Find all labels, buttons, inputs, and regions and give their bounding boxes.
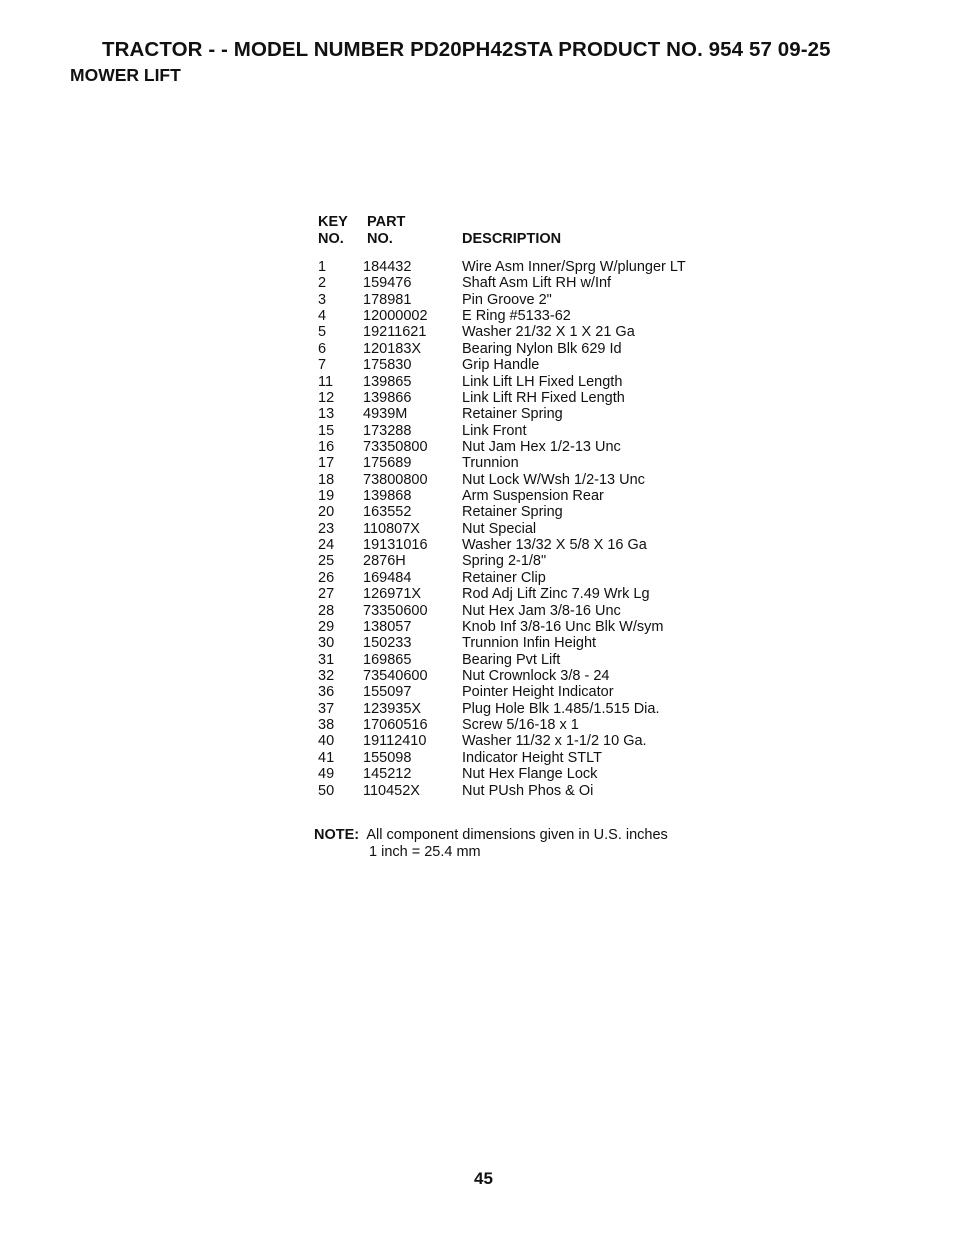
part-number: 123935X <box>363 700 422 717</box>
part-number: 145212 <box>363 766 412 783</box>
table-row <box>318 766 738 782</box>
part-description: Retainer Spring <box>462 406 563 423</box>
table-row <box>318 635 738 651</box>
part-number: 139868 <box>363 488 412 505</box>
key-number: 50 <box>318 782 335 799</box>
part-number: 17060516 <box>363 717 428 734</box>
part-description: Washer 11/32 x 1-1/2 10 Ga. <box>462 733 647 750</box>
key-number: 30 <box>318 635 335 652</box>
part-description: Wire Asm Inner/Sprg W/plunger LT <box>462 259 686 275</box>
part-number: 175830 <box>363 357 412 374</box>
key-number: 15 <box>318 422 335 439</box>
key-number: 27 <box>318 586 335 603</box>
table-row <box>318 292 738 308</box>
part-description: Retainer Spring <box>462 504 563 521</box>
key-number: 49 <box>318 766 335 783</box>
key-number: 16 <box>318 438 335 455</box>
part-description: Nut Hex Flange Lock <box>462 766 598 783</box>
part-number: 175689 <box>363 455 412 472</box>
note-line2: 1 inch = 25.4 mm <box>369 843 481 860</box>
part-description: Arm Suspension Rear <box>462 488 604 505</box>
key-number: 2 <box>318 275 327 292</box>
part-number: 169484 <box>363 569 412 586</box>
part-number: 155098 <box>363 749 412 766</box>
table-row <box>318 553 738 569</box>
part-number: 139866 <box>363 389 412 406</box>
part-number: 169865 <box>363 651 412 668</box>
key-number: 31 <box>318 651 335 668</box>
part-number: 110452X <box>363 782 420 799</box>
part-number: 163552 <box>363 504 412 521</box>
part-description: Nut PUsh Phos & Oi <box>462 782 594 799</box>
table-row <box>318 472 738 488</box>
table-row <box>318 275 738 291</box>
part-number: 2876H <box>363 553 406 570</box>
part-number: 19131016 <box>363 537 428 554</box>
table-row <box>318 586 738 602</box>
part-number: 73350600 <box>363 602 428 619</box>
key-number: 17 <box>318 455 335 472</box>
part-description: Washer 21/32 X 1 X 21 Ga <box>462 324 635 341</box>
part-description: Trunnion <box>462 455 519 472</box>
header-key-line2: NO. <box>318 231 344 247</box>
part-description: Link Lift LH Fixed Length <box>462 373 623 390</box>
part-description: Bearing Pvt Lift <box>462 651 561 668</box>
part-description: Plug Hole Blk 1.485/1.515 Dia. <box>462 700 660 717</box>
part-number: 73350800 <box>363 438 428 455</box>
table-row <box>318 570 738 586</box>
part-description: Nut Lock W/Wsh 1/2-13 Unc <box>462 471 645 488</box>
key-number: 19 <box>318 488 335 505</box>
table-row <box>318 308 738 324</box>
part-number: 159476 <box>363 275 412 292</box>
table-row <box>318 701 738 717</box>
part-number: 4939M <box>363 406 408 423</box>
key-number: 26 <box>318 569 335 586</box>
part-number: 12000002 <box>363 308 428 325</box>
key-number: 7 <box>318 357 327 374</box>
part-description: Pointer Height Indicator <box>462 684 614 701</box>
key-number: 40 <box>318 733 335 750</box>
part-number: 110807X <box>363 520 420 537</box>
part-number: 19211621 <box>363 324 427 341</box>
part-description: Indicator Height STLT <box>462 749 602 766</box>
part-description: Nut Jam Hex 1/2-13 Unc <box>462 438 621 455</box>
part-description: Trunnion Infin Height <box>462 635 597 652</box>
key-number: 5 <box>318 324 327 341</box>
part-description: Pin Groove 2" <box>462 291 552 308</box>
part-number: 73540600 <box>363 667 428 684</box>
part-description: Link Lift RH Fixed Length <box>462 389 625 406</box>
parts-list <box>318 259 738 799</box>
table-row <box>318 357 738 373</box>
table-row <box>318 684 738 700</box>
key-number: 36 <box>318 684 335 701</box>
table-row <box>318 259 738 275</box>
note-label: NOTE: <box>314 827 360 843</box>
key-number: 13 <box>318 406 335 423</box>
key-number: 12 <box>318 389 335 406</box>
table-row <box>318 439 738 455</box>
table-row <box>318 537 738 553</box>
part-description: Nut Hex Jam 3/8-16 Unc <box>462 602 621 619</box>
part-description: Spring 2-1/8" <box>462 553 547 570</box>
part-number: 178981 <box>363 291 412 308</box>
part-number: 184432 <box>363 259 412 275</box>
header-key-line1: KEY <box>318 214 348 230</box>
key-number: 37 <box>318 700 335 717</box>
part-number: 19112410 <box>363 733 427 750</box>
part-number: 120183X <box>363 340 422 357</box>
table-row <box>318 783 738 799</box>
key-number: 4 <box>318 308 327 325</box>
table-row <box>318 603 738 619</box>
part-description: E Ring #5133-62 <box>462 308 571 325</box>
table-row <box>318 423 738 439</box>
part-description: Link Front <box>462 422 527 439</box>
key-number: 28 <box>318 602 335 619</box>
key-number: 3 <box>318 291 327 308</box>
part-description: Bearing Nylon Blk 629 Id <box>462 340 622 357</box>
table-row <box>318 341 738 357</box>
part-number: 155097 <box>363 684 412 701</box>
table-row <box>318 374 738 390</box>
page-number: 45 <box>474 1169 493 1188</box>
table-row <box>318 521 738 537</box>
table-row <box>318 324 738 340</box>
table-row <box>318 750 738 766</box>
section-title: MOWER LIFT <box>70 65 181 85</box>
note-line1: All component dimensions given in U.S. inches <box>366 827 668 843</box>
part-description: Grip Handle <box>462 357 540 374</box>
part-description: Nut Crownlock 3/8 - 24 <box>462 667 610 684</box>
note <box>314 827 668 860</box>
part-number: 150233 <box>363 635 412 652</box>
part-number: 73800800 <box>363 471 428 488</box>
header-description: DESCRIPTION <box>462 231 562 247</box>
part-description: Shaft Asm Lift RH w/Inf <box>462 275 612 292</box>
header-part-line2: NO. <box>367 231 393 247</box>
table-row <box>318 488 738 504</box>
part-description: Knob Inf 3/8-16 Unc Blk W/sym <box>462 618 664 635</box>
part-number: 138057 <box>363 618 412 635</box>
table-row <box>318 455 738 471</box>
table-row <box>318 668 738 684</box>
table-row <box>318 390 738 406</box>
key-number: 25 <box>318 553 335 570</box>
key-number: 1 <box>318 259 327 275</box>
part-description: Screw 5/16-18 x 1 <box>462 717 579 734</box>
key-number: 29 <box>318 618 335 635</box>
part-description: Retainer Clip <box>462 569 546 586</box>
header-part-line1: PART <box>367 214 406 230</box>
part-number: 173288 <box>363 422 412 439</box>
key-number: 24 <box>318 537 335 554</box>
key-number: 18 <box>318 471 335 488</box>
key-number: 6 <box>318 340 327 357</box>
key-number: 32 <box>318 667 335 684</box>
table-row <box>318 717 738 733</box>
part-description: Rod Adj Lift Zinc 7.49 Wrk Lg <box>462 586 650 603</box>
part-number: 126971X <box>363 586 422 603</box>
page-title: TRACTOR - - MODEL NUMBER PD20PH42STA PRODUCT NO. 954 57 09-25 <box>102 38 831 61</box>
part-number: 139865 <box>363 373 412 390</box>
part-description: Nut Special <box>462 520 537 537</box>
table-row <box>318 733 738 749</box>
table-row <box>318 406 738 422</box>
table-row <box>318 619 738 635</box>
key-number: 20 <box>318 504 335 521</box>
key-number: 41 <box>318 749 335 766</box>
part-description: Washer 13/32 X 5/8 X 16 Ga <box>462 537 647 554</box>
key-number: 23 <box>318 520 335 537</box>
table-row <box>318 652 738 668</box>
key-number: 11 <box>318 373 334 390</box>
table-row <box>318 504 738 520</box>
key-number: 38 <box>318 717 335 734</box>
